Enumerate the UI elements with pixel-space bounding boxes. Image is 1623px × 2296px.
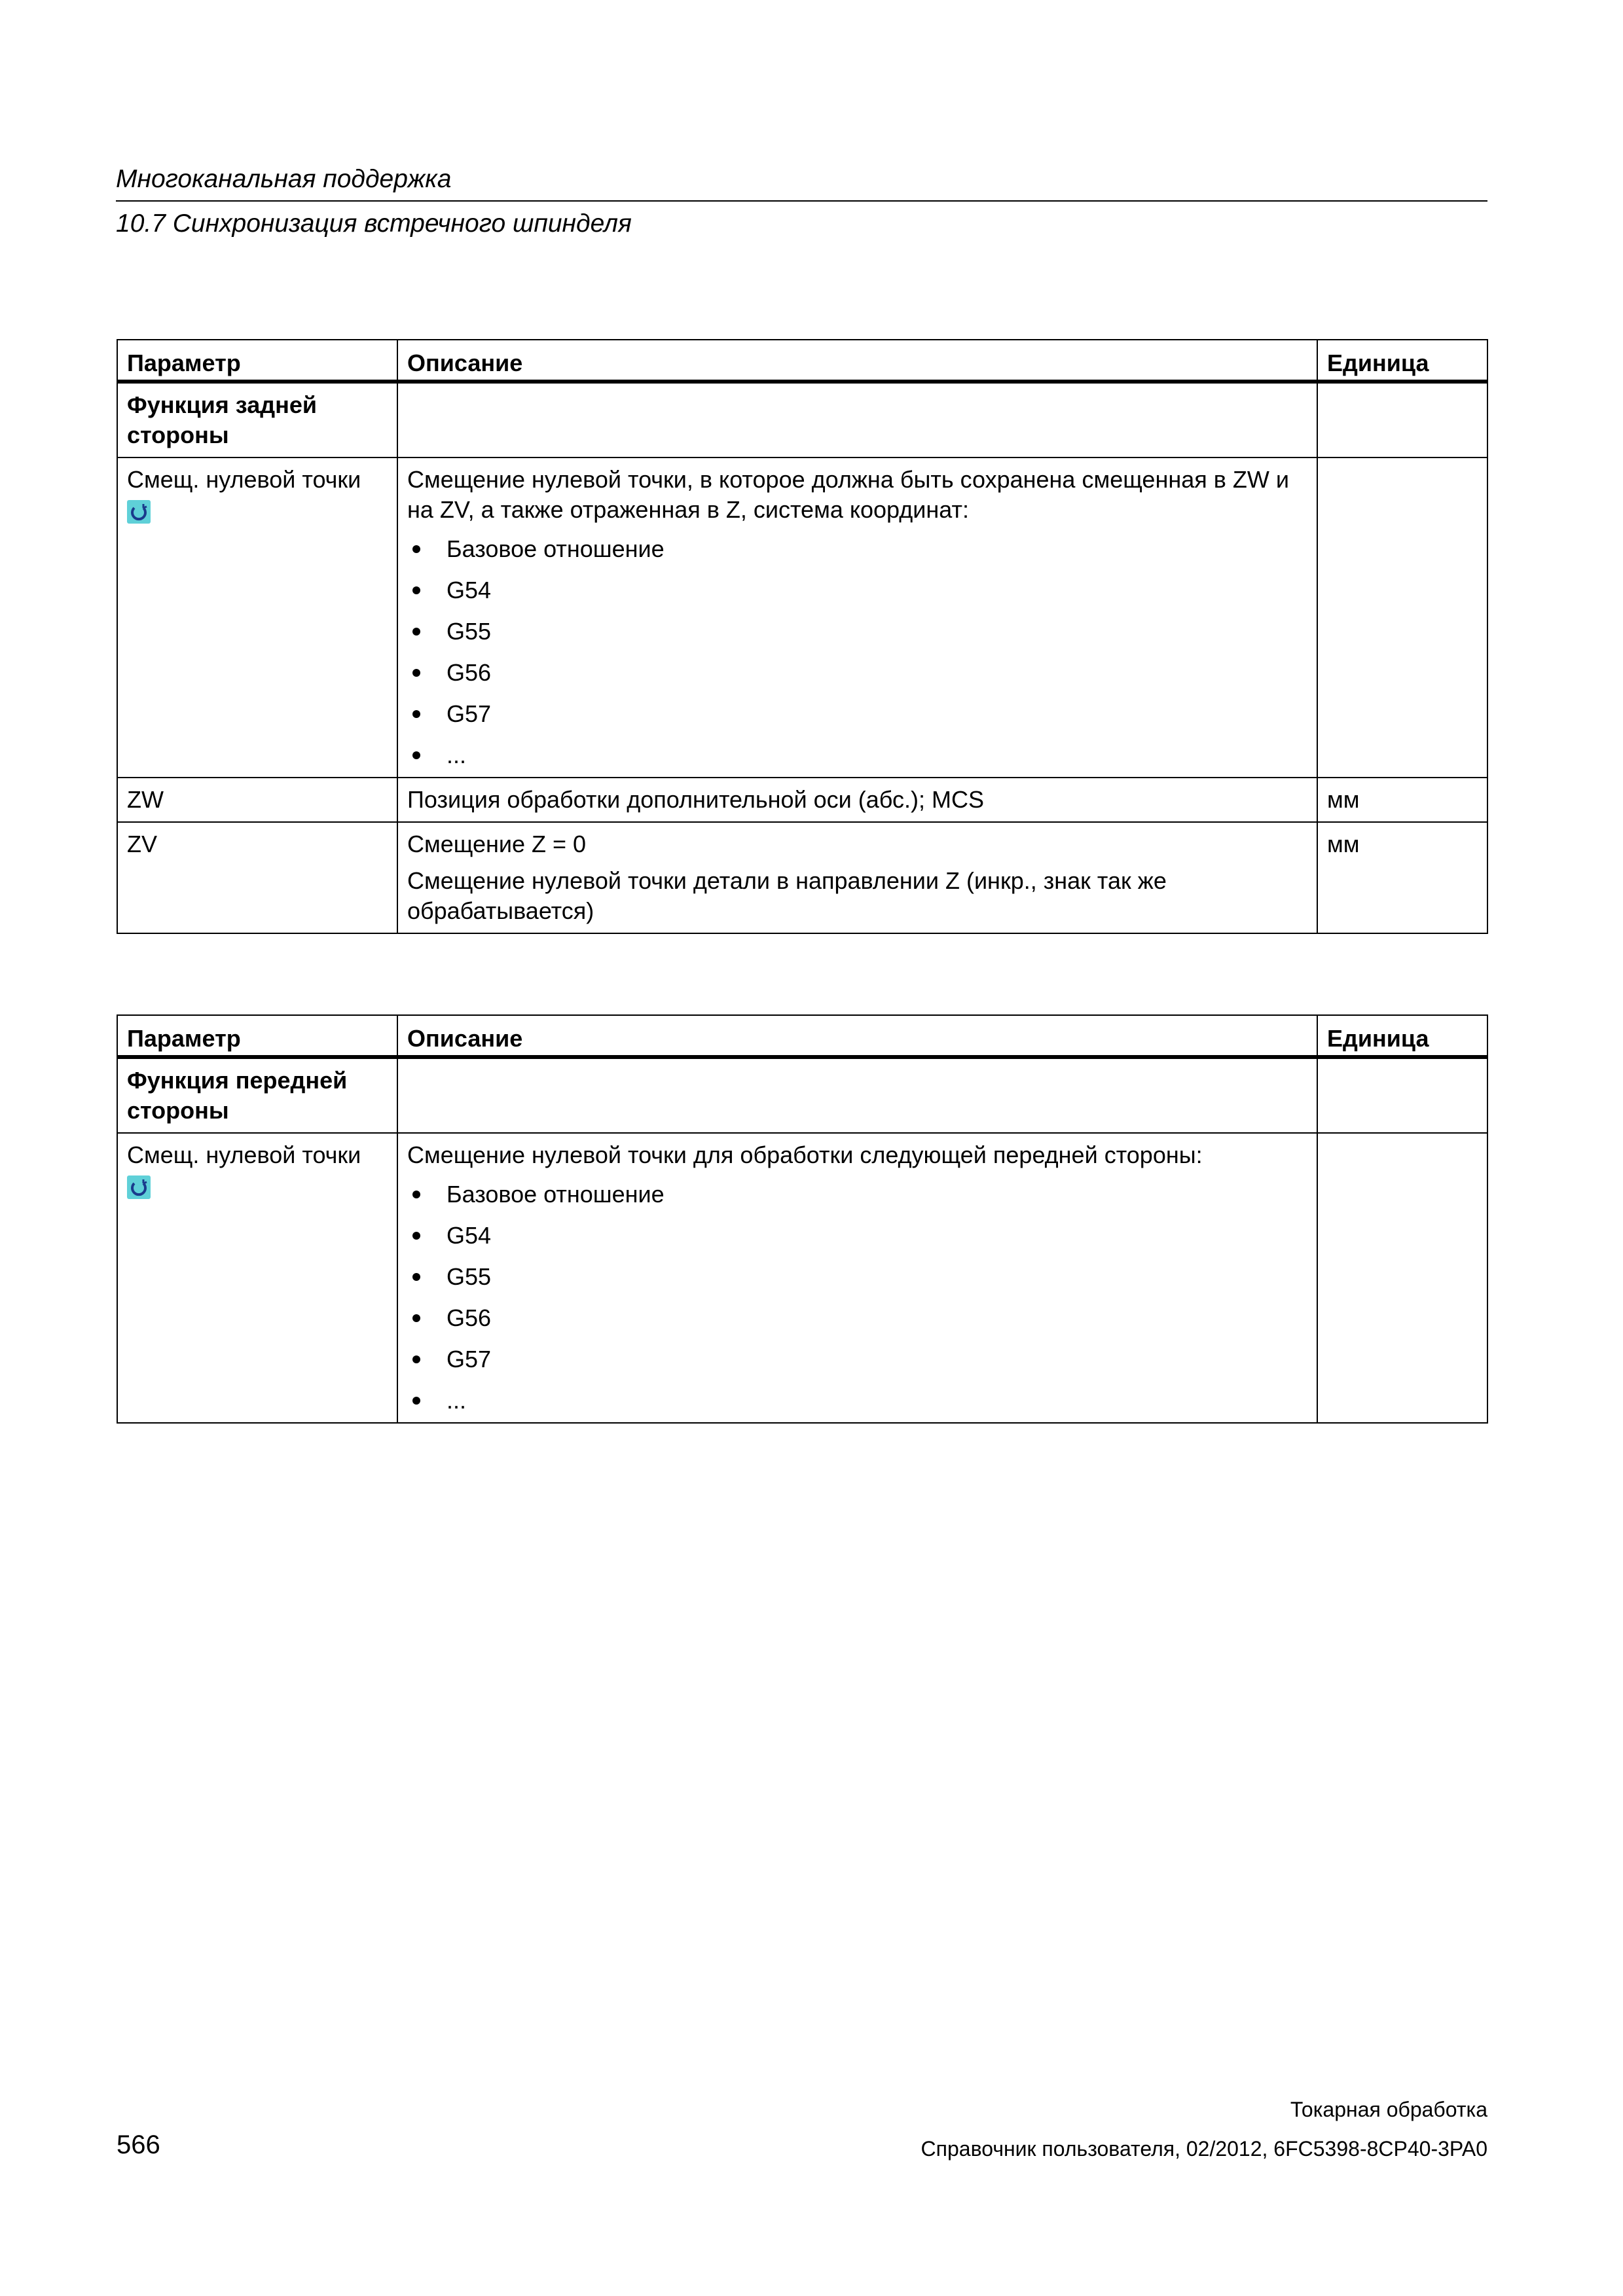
- empty-cell: [397, 382, 1317, 457]
- list-item: G56: [407, 658, 1307, 688]
- list-item: G56: [407, 1303, 1307, 1333]
- table-header-row: [117, 340, 1487, 382]
- column-header-description: Описание: [397, 1015, 1317, 1057]
- description-cell: [397, 1133, 1317, 1423]
- list-item: Базовое отношение: [407, 534, 1307, 564]
- empty-cell: [397, 1057, 1317, 1133]
- list-item: ...: [407, 740, 1307, 770]
- description-text: Смещение нулевой точки для обработки следующей передней стороны:: [407, 1141, 1203, 1168]
- table-header-row: [117, 1015, 1487, 1057]
- column-header-description: Описание: [397, 340, 1317, 382]
- empty-cell: [1317, 1057, 1487, 1133]
- option-list: [407, 534, 1307, 770]
- footer-reference: Справочник пользователя, 02/2012, 6FC5398-8CP40-3PA0: [921, 2137, 1487, 2161]
- param-cell: [117, 457, 397, 778]
- list-item: G54: [407, 1221, 1307, 1251]
- param-name: ZW: [117, 778, 397, 822]
- description-text: Позиция обработки дополнительной оси (абс.); MCS: [397, 778, 1317, 822]
- list-item: G57: [407, 699, 1307, 729]
- section-label: Функция задней стороны: [117, 382, 397, 457]
- chapter-title: Многоканальная поддержка: [116, 165, 452, 193]
- list-item: G55: [407, 617, 1307, 647]
- table-row: [117, 822, 1487, 933]
- footer-document-title: Токарная обработка: [1290, 2098, 1487, 2121]
- parameter-table-back-side: [117, 339, 1488, 934]
- unit-cell: мм: [1317, 822, 1487, 933]
- header-divider: [116, 200, 1487, 202]
- column-header-unit: Единица: [1317, 340, 1487, 382]
- param-name: Смещ. нулевой точки: [127, 466, 361, 493]
- list-item: G54: [407, 575, 1307, 605]
- unit-cell: мм: [1317, 778, 1487, 822]
- list-item: G55: [407, 1262, 1307, 1292]
- column-header-unit: Единица: [1317, 1015, 1487, 1057]
- param-name: ZV: [117, 822, 397, 933]
- description-text: Смещение Z = 0: [407, 831, 587, 857]
- parameter-table-front-side: [117, 1014, 1488, 1424]
- unit-cell: [1317, 1133, 1487, 1423]
- table-row: [117, 1133, 1487, 1423]
- unit-cell: [1317, 457, 1487, 778]
- description-text-2: Смещение нулевой точки детали в направлении Z (инкр., знак так же обрабатывается): [407, 867, 1167, 924]
- select-toggle-icon: [127, 1175, 151, 1199]
- list-item: Базовое отношение: [407, 1179, 1307, 1210]
- list-item: ...: [407, 1386, 1307, 1416]
- empty-cell: [1317, 382, 1487, 457]
- table-row: [117, 778, 1487, 822]
- description-text: Смещение нулевой точки, в которое должна быть сохранена смещенная в ZW и на ZV, а также отраженная в Z, система координат:: [407, 466, 1289, 523]
- section-label: Функция передней стороны: [117, 1057, 397, 1133]
- section-row: [117, 382, 1487, 457]
- description-cell: [397, 822, 1317, 933]
- list-item: G57: [407, 1344, 1307, 1374]
- option-list: [407, 1179, 1307, 1416]
- param-name: Смещ. нулевой точки: [127, 1141, 361, 1168]
- description-cell: [397, 457, 1317, 778]
- section-title: 10.7 Синхронизация встречного шпинделя: [116, 209, 632, 238]
- table-row: [117, 457, 1487, 778]
- param-cell: [117, 1133, 397, 1423]
- select-toggle-icon: [127, 500, 151, 524]
- column-header-parameter: Параметр: [117, 340, 397, 382]
- page-number: 566: [117, 2130, 160, 2159]
- running-header: [116, 162, 1487, 241]
- column-header-parameter: Параметр: [117, 1015, 397, 1057]
- section-row: [117, 1057, 1487, 1133]
